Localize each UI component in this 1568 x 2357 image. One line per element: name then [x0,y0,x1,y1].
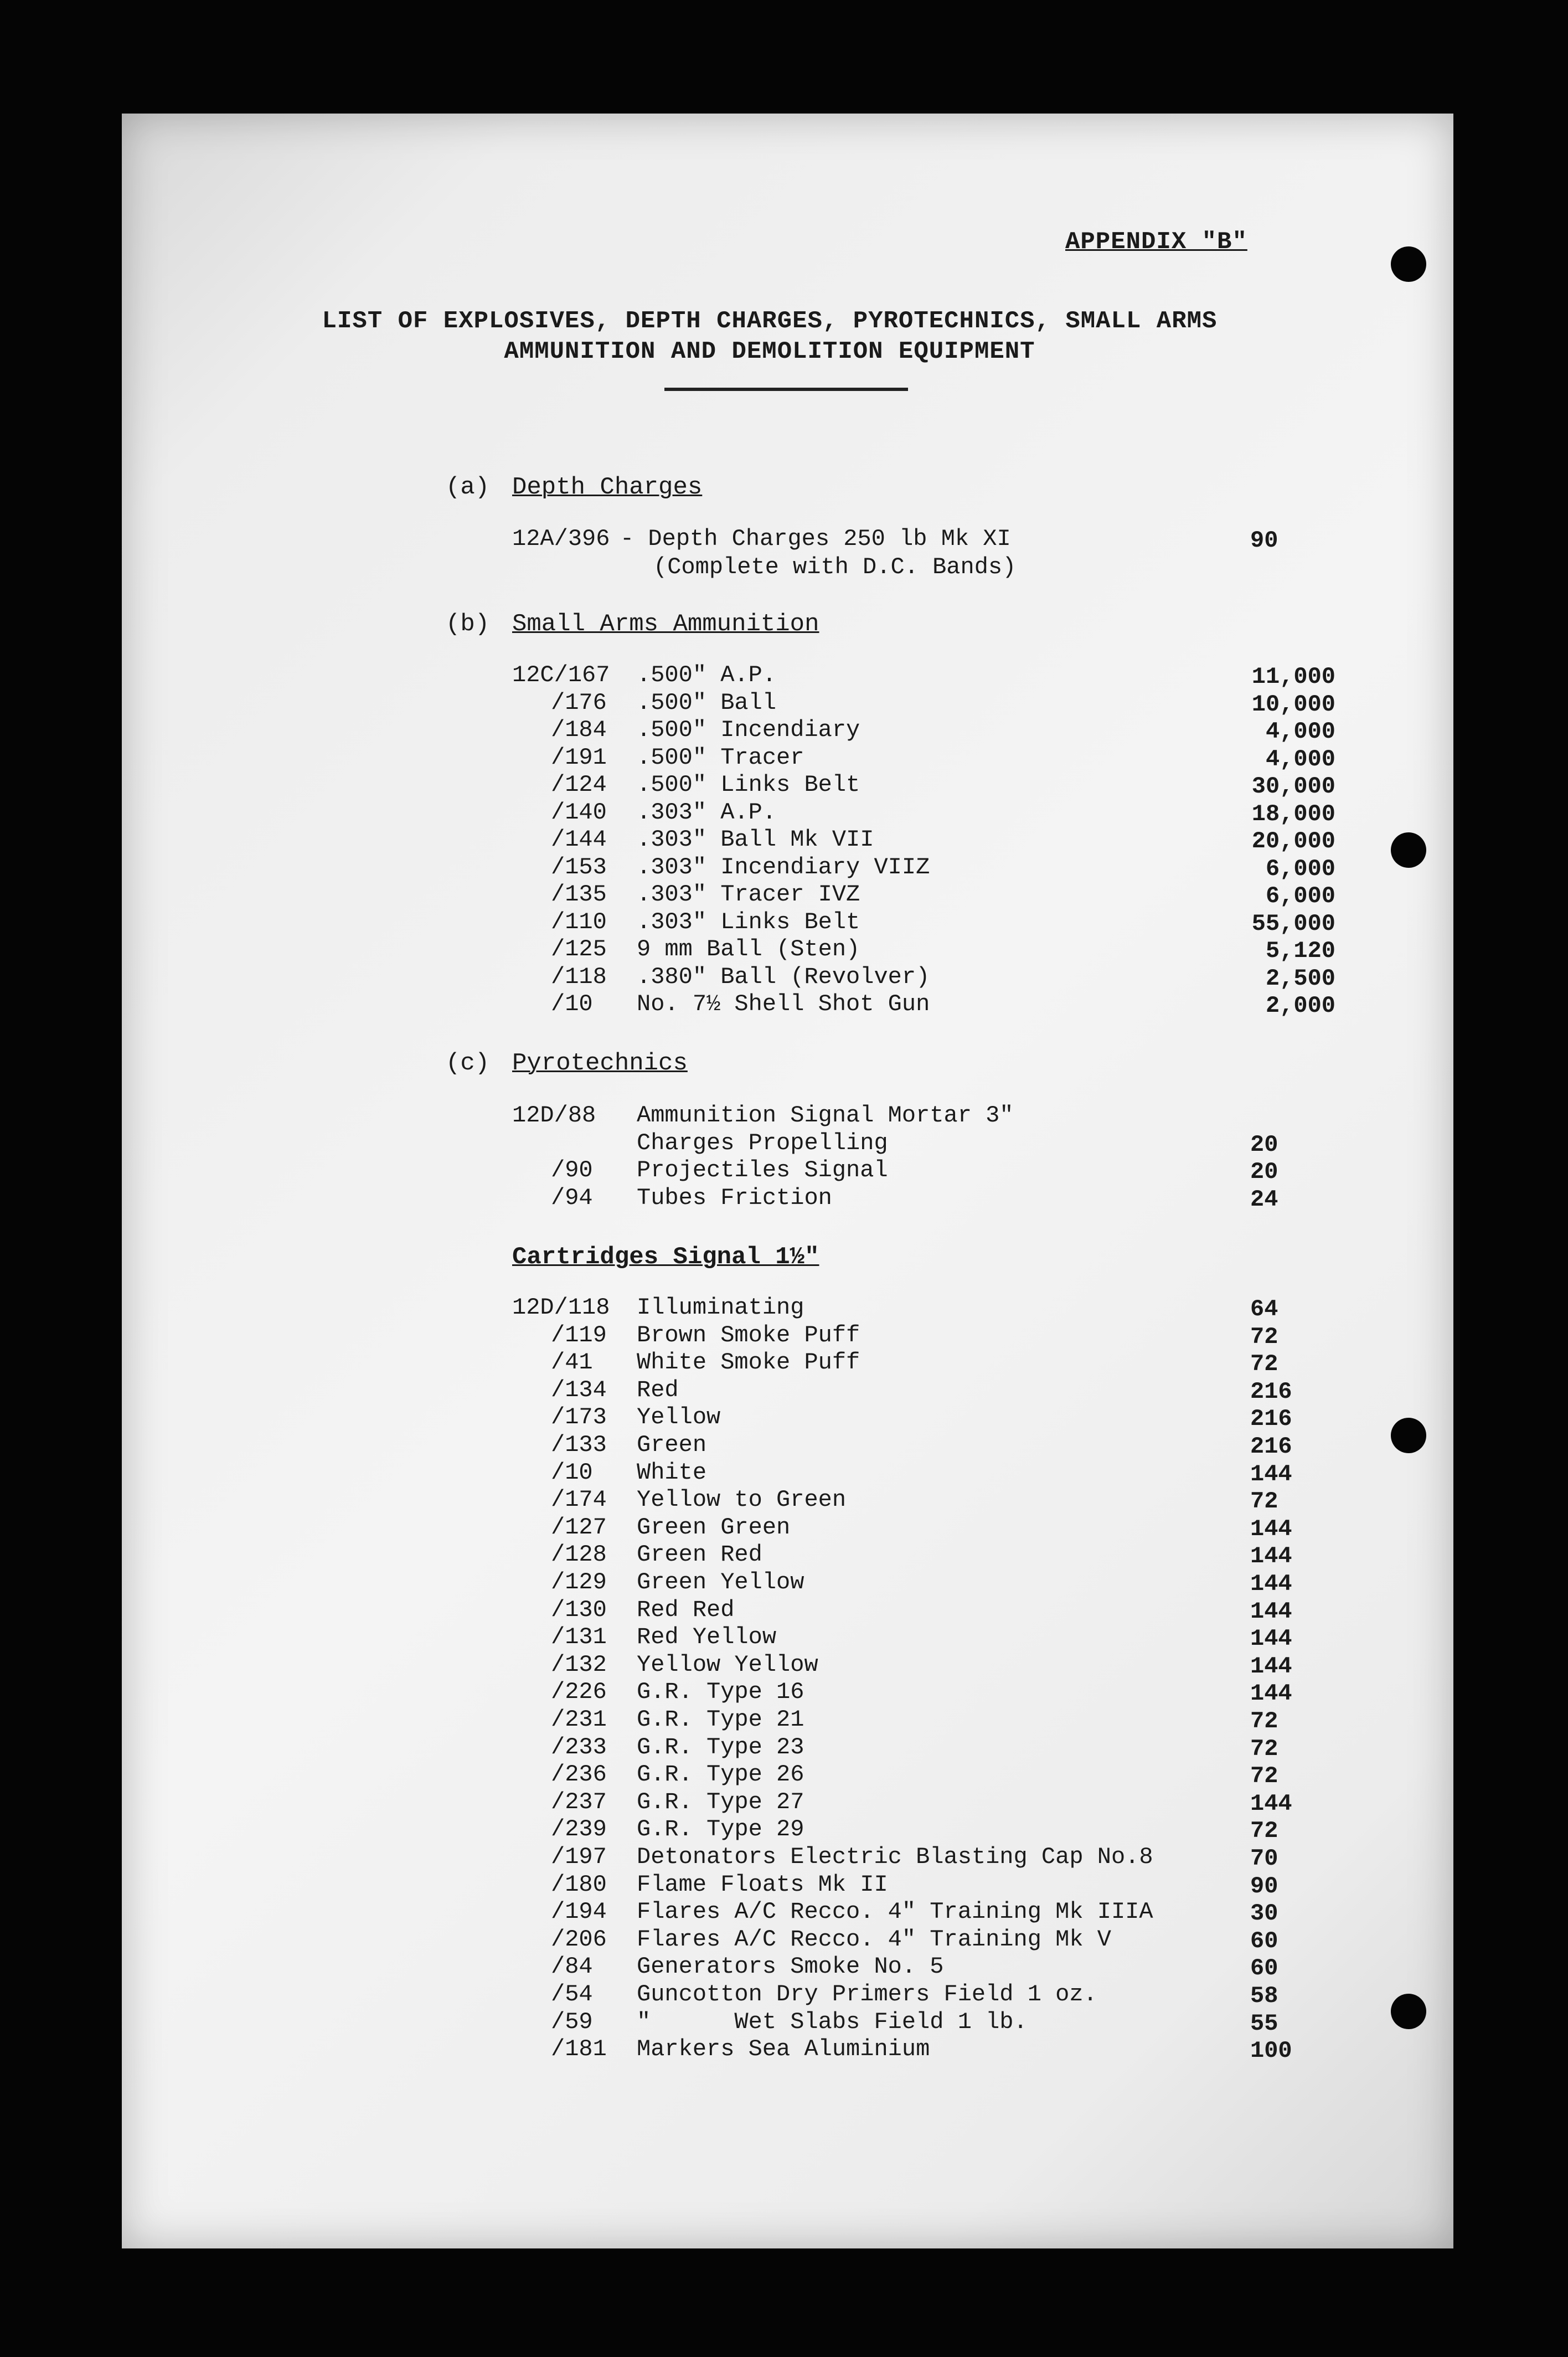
row-quantity: 144 [1250,1653,1292,1680]
section-a-letter: (a) [446,474,490,501]
row-description: Projectiles Signal [637,1157,888,1183]
row-quantity: 5,120 [1265,938,1335,964]
row-quantity: 144 [1250,1790,1292,1817]
row-description: G.R. Type 16 [637,1679,804,1706]
row-quantity: 6,000 [1265,855,1335,882]
row-code: /127 [551,1514,607,1541]
row-code: /10 [551,991,593,1017]
row-code: /119 [551,1321,607,1349]
row-quantity: 58 [1250,1983,1278,2009]
row-description: Guncotton Dry Primers Field 1 oz. [637,1981,1097,2008]
row-quantity: 100 [1250,2037,1292,2065]
section-a-code: 12A/396 [512,526,610,552]
row-quantity: 20,000 [1251,828,1335,855]
row-quantity: 144 [1250,1680,1292,1707]
row-code: /173 [551,1404,607,1431]
row-quantity: 144 [1250,1625,1292,1653]
row-quantity: 60 [1250,1927,1278,1954]
row-description: .303" A.P. [637,799,777,826]
row-description: White [637,1459,707,1486]
row-quantity: 72 [1250,1323,1278,1350]
section-c-letter: (c) [446,1049,490,1077]
row-code: /135 [551,881,607,908]
punch-hole [1391,832,1426,868]
row-quantity: 144 [1250,1515,1292,1542]
row-description: Markers Sea Aluminium [637,2036,930,2063]
row-description: G.R. Type 27 [637,1788,804,1815]
row-description: Brown Smoke Puff [637,1321,860,1349]
row-code: /110 [551,908,607,935]
row-code: /131 [551,1624,607,1651]
row-description: .500" Links Belt [637,771,860,798]
row-quantity: 6,000 [1265,883,1335,909]
row-quantity: 144 [1250,1543,1292,1570]
row-quantity: 72 [1250,1818,1278,1845]
row-code: /59 [551,2008,593,2035]
row-code: /128 [551,1541,607,1568]
row-code: /176 [551,689,607,716]
row-quantity: 64 [1250,1296,1278,1322]
row-description: No. 7½ Shell Shot Gun [637,991,930,1017]
row-description: Yellow Yellow [637,1651,818,1678]
row-description: Yellow [637,1404,721,1431]
row-code: /94 [551,1184,593,1211]
row-quantity: 20 [1250,1131,1278,1158]
row-quantity: 2,000 [1265,992,1335,1019]
row-code: /134 [551,1376,607,1403]
row-description: .500" A.P. [637,662,777,688]
row-code: /174 [551,1486,607,1514]
row-code: /237 [551,1788,607,1815]
section-a-qty: 90 [1250,527,1278,554]
row-code: 12C/167 [512,662,610,688]
row-description: Charges Propelling [637,1129,888,1156]
row-code: /197 [551,1844,607,1870]
row-quantity: 72 [1250,1735,1278,1762]
row-description: .500" Incendiary [637,717,860,743]
row-description: Generators Smoke No. 5 [637,1953,944,1980]
row-quantity: 55 [1250,2010,1278,2037]
row-quantity: 72 [1250,1763,1278,1790]
row-description: " Wet Slabs Field 1 lb. [637,2008,1028,2035]
row-code: /132 [551,1651,607,1678]
cartridges-heading: Cartridges Signal 1½" [512,1243,819,1271]
punch-hole [1391,246,1426,282]
row-description: Ammunition Signal Mortar 3" [637,1102,1014,1129]
row-code: /129 [551,1569,607,1596]
row-description: White Smoke Puff [637,1349,860,1376]
row-quantity: 72 [1250,1708,1278,1735]
row-quantity: 216 [1250,1378,1292,1405]
row-code: /239 [551,1816,607,1843]
row-description: .303" Tracer IVZ [637,881,860,908]
row-description: Detonators Electric Blasting Cap No.8 [637,1844,1153,1870]
row-description: Green Red [637,1541,762,1568]
row-description: Flares A/C Recco. 4" Training Mk IIIA [637,1898,1153,1926]
row-description: Green Yellow [637,1569,804,1596]
row-description: Red Yellow [637,1624,777,1651]
row-code: /144 [551,826,607,853]
punch-hole [1391,1418,1426,1453]
row-description: G.R. Type 21 [637,1706,804,1733]
row-quantity: 144 [1250,1460,1292,1488]
section-a-desc-2: (Complete with D.C. Bands) [653,554,1017,580]
row-quantity: 4,000 [1265,718,1335,745]
row-description: G.R. Type 23 [637,1733,804,1761]
row-code: /153 [551,853,607,881]
row-code: /124 [551,771,607,798]
section-a-heading: Depth Charges [512,474,703,501]
row-quantity: 4,000 [1265,745,1335,773]
row-code: /206 [551,1926,607,1953]
row-quantity: 11,000 [1251,663,1335,690]
row-description: Green [637,1432,707,1458]
row-quantity: 30 [1250,1900,1278,1927]
row-description: G.R. Type 29 [637,1816,804,1843]
row-quantity: 144 [1250,1598,1292,1625]
row-code: /133 [551,1432,607,1458]
row-description: .303" Ball Mk VII [637,826,874,853]
row-code: /10 [551,1459,593,1486]
title-line-2: AMMUNITION AND DEMOLITION EQUIPMENT [504,338,1035,366]
row-description: .303" Links Belt [637,908,860,935]
row-code: /226 [551,1679,607,1706]
section-c-heading: Pyrotechnics [512,1049,688,1077]
row-code: /118 [551,963,607,990]
row-description: .303" Incendiary VIIZ [637,853,930,881]
row-code: /130 [551,1596,607,1623]
section-a-desc: - Depth Charges 250 lb Mk XI [620,526,1011,552]
row-quantity: 70 [1250,1845,1278,1872]
row-code: /90 [551,1157,593,1183]
row-description: .380" Ball (Revolver) [637,963,930,990]
row-quantity: 55,000 [1251,910,1335,937]
row-quantity: 144 [1250,1571,1292,1597]
row-description: .500" Ball [637,689,777,716]
row-description: Tubes Friction [637,1184,832,1211]
row-quantity: 24 [1250,1186,1278,1213]
row-quantity: 20 [1250,1159,1278,1185]
row-description: 9 mm Ball (Sten) [637,936,860,963]
row-code: /236 [551,1761,607,1788]
row-code: /54 [551,1981,593,2008]
row-code: /181 [551,2036,607,2063]
section-b-letter: (b) [446,610,490,638]
row-code: /194 [551,1898,607,1926]
row-description: Yellow to Green [637,1486,847,1514]
row-description: Illuminating [637,1294,804,1321]
row-quantity: 10,000 [1251,691,1335,718]
row-code: /191 [551,744,607,771]
row-description: Red Red [637,1596,735,1623]
punch-hole [1391,1994,1426,2029]
title-line-1: LIST OF EXPLOSIVES, DEPTH CHARGES, PYROTECHNICS, SMALL ARMS [322,307,1218,335]
section-b-heading: Small Arms Ammunition [512,610,819,638]
row-description: Green Green [637,1514,791,1541]
row-code: /140 [551,799,607,826]
row-description: Flame Floats Mk II [637,1871,888,1898]
row-quantity: 90 [1250,1872,1278,1900]
row-quantity: 2,500 [1265,965,1335,992]
row-code: 12D/118 [512,1294,610,1321]
row-code: /184 [551,717,607,743]
row-code: 12D/88 [512,1102,596,1129]
row-code: /233 [551,1733,607,1761]
row-description: .500" Tracer [637,744,804,771]
row-description: Red [637,1376,679,1403]
row-quantity: 216 [1250,1406,1292,1433]
row-code: /125 [551,936,607,963]
row-quantity: 216 [1250,1433,1292,1460]
row-quantity: 18,000 [1251,800,1335,827]
row-code: /231 [551,1706,607,1733]
row-quantity: 72 [1250,1488,1278,1515]
row-quantity: 60 [1250,1955,1278,1982]
row-code: /41 [551,1349,593,1376]
row-code: /84 [551,1953,593,1980]
row-quantity: 30,000 [1251,773,1335,800]
title-divider [664,388,908,391]
row-description: Flares A/C Recco. 4" Training Mk V [637,1926,1111,1953]
row-quantity: 72 [1250,1351,1278,1378]
appendix-label: APPENDIX "B" [1065,228,1247,256]
row-code: /180 [551,1871,607,1898]
row-description: G.R. Type 26 [637,1761,804,1788]
